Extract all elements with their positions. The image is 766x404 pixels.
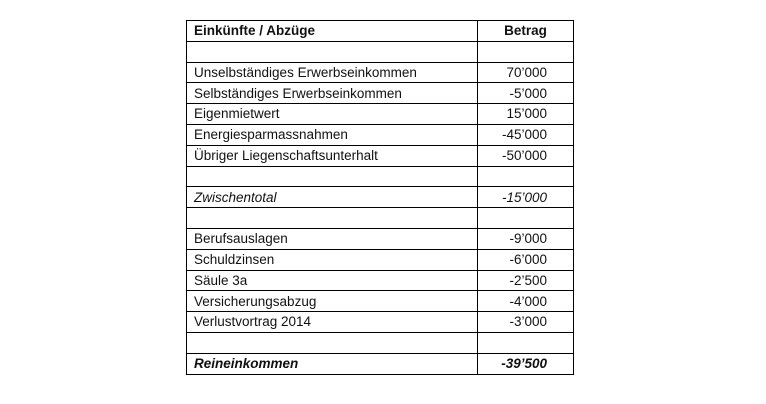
blank-cell <box>187 41 478 62</box>
row-amount: -4’000 <box>478 291 574 312</box>
table-row <box>187 62 574 83</box>
row-amount: -45’000 <box>478 124 574 145</box>
row-label: Verlustvortrag 2014 <box>187 312 478 333</box>
table-row <box>187 291 574 312</box>
table-row <box>187 124 574 145</box>
table-row <box>187 249 574 270</box>
row-amount: -2’500 <box>478 270 574 291</box>
row-amount: -6’000 <box>478 249 574 270</box>
row-label: Energiesparmassnahmen <box>187 124 478 145</box>
blank-cell <box>478 41 574 62</box>
blank-row <box>187 166 574 187</box>
subtotal-label: Zwischentotal <box>187 187 478 208</box>
blank-cell <box>478 332 574 353</box>
table-row <box>187 104 574 125</box>
row-label: Versicherungsabzug <box>187 291 478 312</box>
blank-cell <box>187 166 478 187</box>
blank-cell <box>478 166 574 187</box>
table-row <box>187 145 574 166</box>
row-label: Übriger Liegenschaftsunterhalt <box>187 145 478 166</box>
row-amount: -50’000 <box>478 145 574 166</box>
row-label: Unselbständiges Erwerbseinkommen <box>187 62 478 83</box>
row-label: Berufsauslagen <box>187 228 478 249</box>
table-row <box>187 83 574 104</box>
total-row <box>187 353 574 374</box>
row-amount: 15’000 <box>478 104 574 125</box>
subtotal-amount: -15’000 <box>478 187 574 208</box>
blank-cell <box>187 208 478 229</box>
header-amount: Betrag <box>478 21 574 42</box>
blank-cell <box>478 208 574 229</box>
row-amount: 70’000 <box>478 62 574 83</box>
row-label: Eigenmietwert <box>187 104 478 125</box>
total-label: Reineinkommen <box>187 353 478 374</box>
row-label: Säule 3a <box>187 270 478 291</box>
row-label: Selbständiges Erwerbseinkommen <box>187 83 478 104</box>
total-amount: -39’500 <box>478 353 574 374</box>
blank-cell <box>187 332 478 353</box>
row-label: Schuldzinsen <box>187 249 478 270</box>
table-row <box>187 312 574 333</box>
blank-row <box>187 208 574 229</box>
row-amount: -9’000 <box>478 228 574 249</box>
subtotal-row <box>187 187 574 208</box>
header-label: Einkünfte / Abzüge <box>187 21 478 42</box>
table-row <box>187 228 574 249</box>
blank-row <box>187 41 574 62</box>
table-row <box>187 270 574 291</box>
row-amount: -3’000 <box>478 312 574 333</box>
blank-row <box>187 332 574 353</box>
income-table <box>186 20 574 375</box>
row-amount: -5’000 <box>478 83 574 104</box>
table-header-row <box>187 21 574 42</box>
